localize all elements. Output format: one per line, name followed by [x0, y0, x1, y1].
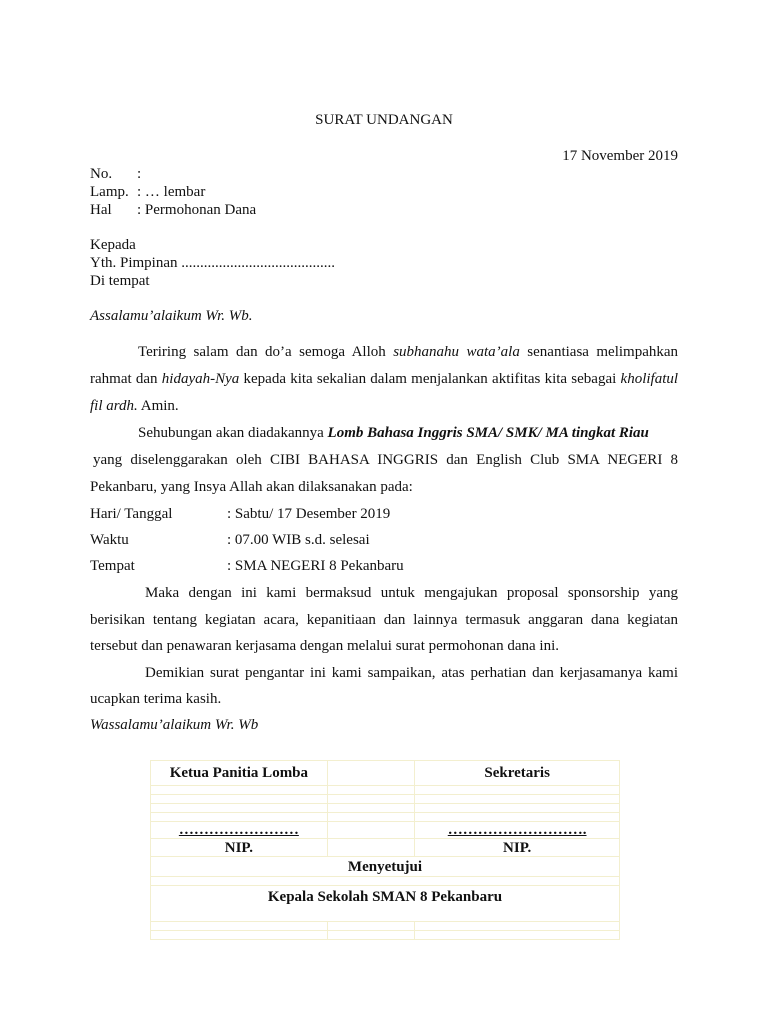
lamp-label: Lamp. [90, 184, 129, 200]
detail-label: Tempat [90, 558, 135, 574]
right-nip: NIP. [415, 839, 620, 857]
subject-line [90, 201, 256, 219]
text: Amin. [140, 398, 179, 414]
number-line [90, 165, 141, 183]
p3-line1: Maka dengan ini kami bermaksud untuk mengajukan proposal sponsorship yang [145, 585, 678, 601]
hal-label: Hal [90, 202, 112, 218]
signature-table [150, 760, 620, 940]
p2-line3: Pekanbaru, yang Insya Allah akan dilaksanakan pada: [90, 479, 413, 495]
detail-label: Waktu [90, 532, 129, 548]
text-italic: kholifatul [620, 371, 679, 387]
no-value: : [137, 166, 142, 182]
text: senantiasa melimpahkan [527, 344, 679, 360]
attachment-line [90, 183, 205, 201]
lamp-value: : … lembar [137, 184, 206, 200]
left-signature-line: …………………… [151, 822, 328, 839]
event-name: Lomb Bahasa Inggris SMA/ SMK/ MA tingkat Riau [327, 425, 649, 441]
text-italic: fil ardh. [90, 398, 138, 414]
no-label: No. [90, 166, 113, 182]
p4-line1: Demikian surat pengantar ini kami sampaikan, atas perhatian dan kerjasamanya kami [145, 665, 678, 681]
left-title: Ketua Panitia Lomba [151, 761, 328, 786]
detail-time [90, 531, 370, 549]
letter-title: SURAT UNDANGAN [315, 112, 453, 128]
p2-line2: yang diselenggarakan oleh CIBI BAHASA INGGRIS dan English Club SMA NEGERI 8 [93, 452, 678, 468]
p3-line3: tersebut dan penawaran kerjasama dengan melalui surat permohonan dana ini. [90, 638, 559, 654]
text: Teriring salam dan do’a semoga Alloh [138, 344, 386, 360]
hal-value: : Permohonan Dana [137, 202, 257, 218]
detail-date [90, 505, 390, 523]
detail-value: : SMA NEGERI 8 Pekanbaru [227, 558, 404, 574]
p1-line2 [90, 370, 678, 388]
closing: Wassalamu’alaikum Wr. Wb [90, 717, 259, 733]
left-nip: NIP. [151, 839, 328, 857]
letter-date: 17 November 2019 [562, 148, 678, 164]
recipient-line3: Di tempat [90, 273, 150, 289]
p3-line2: berisikan tentang kegiatan acara, kepanitiaan dan lainnya termasuk anggaran dana kegiatan [90, 612, 678, 628]
text-italic: hidayah-Nya [161, 371, 240, 387]
principal-title: Kepala Sekolah SMAN 8 Pekanbaru [151, 886, 620, 922]
text: kepada kita sekalian dalam menjalankan aktifitas kita sebagai [243, 371, 617, 387]
right-title: Sekretaris [415, 761, 620, 786]
right-signature-line: ………………………. [415, 822, 620, 839]
text: rahmat dan [90, 371, 158, 387]
detail-label: Hari/ Tanggal [90, 506, 173, 522]
p2-line1 [138, 424, 649, 442]
greeting: Assalamu’alaikum Wr. Wb. [90, 308, 253, 324]
text: Sehubungan akan diadakannya [138, 425, 324, 441]
recipient-line2: Yth. Pimpinan ......................................... [90, 255, 336, 271]
text-italic: subhanahu wata’ala [393, 344, 520, 360]
recipient-line1: Kepada [90, 237, 136, 253]
detail-place [90, 557, 404, 575]
detail-value: : 07.00 WIB s.d. selesai [227, 532, 370, 548]
detail-value: : Sabtu/ 17 Desember 2019 [227, 506, 391, 522]
p1-line1 [138, 343, 678, 361]
approval-label: Menyetujui [151, 857, 620, 877]
p4-line2: ucapkan terima kasih. [90, 691, 222, 707]
p1-line3 [90, 397, 179, 415]
